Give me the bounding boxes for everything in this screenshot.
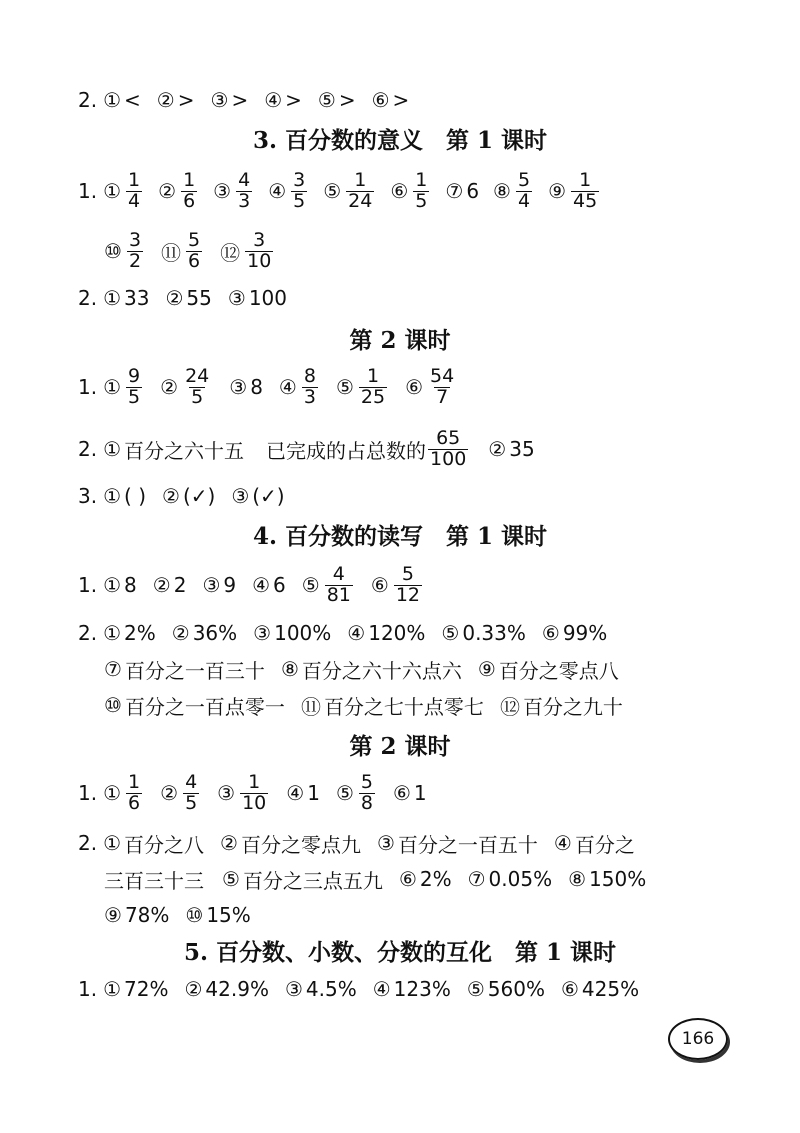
circled-mark: ③	[231, 484, 250, 508]
answer-value: 百分之一百三十	[124, 658, 265, 683]
fraction	[126, 364, 142, 408]
fraction	[183, 770, 199, 814]
circled-mark: ③	[217, 781, 236, 805]
circled-mark: ⑦	[467, 867, 486, 891]
circled-mark: ⑥	[370, 573, 389, 597]
circled-mark: ⑧	[568, 867, 587, 891]
fraction	[236, 168, 252, 212]
fraction	[183, 364, 211, 408]
answer-text: 三百三十三	[104, 868, 204, 893]
answer-value: 150%	[589, 867, 647, 891]
answer-value: 123%	[393, 977, 451, 1001]
answer-value: 72%	[124, 977, 169, 1001]
denominator: 8	[360, 791, 373, 814]
answer-value: 百分之九十	[522, 694, 623, 719]
answer-line-h4l2-q1	[78, 768, 740, 818]
circled-mark: ②	[220, 831, 238, 855]
fraction	[186, 228, 202, 272]
circled-mark: ④	[372, 977, 391, 1001]
circled-mark: ⑩	[104, 693, 122, 717]
circled-mark: ⑫	[220, 240, 241, 265]
denominator: 5	[415, 189, 428, 212]
circled-mark: ⑥	[371, 88, 390, 112]
denominator: 5	[185, 791, 198, 814]
question-number: 2.	[78, 286, 98, 310]
circled-mark: ⑨	[548, 179, 567, 203]
numerator: 54	[430, 364, 455, 387]
answer-line-h4l2-q2-row1	[78, 826, 740, 860]
answer-value: >	[231, 88, 249, 112]
fraction	[571, 168, 599, 212]
fraction	[428, 364, 456, 408]
answer-value: (✓)	[252, 484, 285, 508]
question-number: 2.	[78, 437, 98, 461]
answer-value: 35	[509, 437, 535, 461]
circled-mark: ⑥	[398, 867, 417, 891]
answer-value: >	[392, 88, 410, 112]
circled-mark: ④	[252, 573, 271, 597]
answer-line-h5-q1	[78, 972, 740, 1006]
fraction	[181, 168, 197, 212]
denominator: 25	[360, 385, 386, 408]
denominator: 7	[436, 385, 449, 408]
fraction	[126, 770, 142, 814]
numerator: 65	[436, 426, 461, 449]
circled-mark: ④	[286, 781, 305, 805]
circled-mark: ⑤	[323, 179, 342, 203]
circled-mark: ②	[488, 437, 507, 461]
answer-line-h4-q2-row3	[78, 688, 740, 722]
circled-mark: ③	[202, 573, 221, 597]
question-number: 2.	[78, 621, 98, 645]
circled-mark: ⑤	[335, 375, 354, 399]
numerator: 5	[517, 168, 531, 191]
numerator: 5	[401, 562, 414, 585]
fraction	[359, 770, 375, 814]
circled-mark: ⑩	[104, 239, 122, 263]
answer-value: 120%	[368, 621, 426, 645]
answer-value: ( )	[124, 484, 146, 508]
fraction	[291, 168, 307, 212]
circled-mark: ③	[253, 621, 272, 645]
numerator: 1	[415, 168, 428, 191]
circled-mark: ④	[278, 375, 297, 399]
numerator: 8	[303, 364, 316, 387]
page-number-badge: 166	[668, 1018, 728, 1060]
circled-mark: ⑤	[317, 88, 336, 112]
answer-value: 8	[250, 375, 263, 399]
denominator: 2	[128, 249, 142, 272]
circled-mark: ②	[162, 484, 180, 508]
question-number: 1.	[78, 179, 98, 203]
answer-value: 6	[273, 573, 286, 597]
numerator: 1	[579, 168, 592, 191]
circled-mark: ⑪	[161, 240, 182, 265]
answer-value: >	[285, 88, 302, 112]
numerator: 24	[185, 364, 210, 387]
circled-mark: ⑦	[104, 657, 122, 681]
denominator: 6	[183, 189, 196, 212]
denominator: 6	[188, 249, 201, 272]
answer-value: 0.33%	[462, 621, 526, 645]
circled-mark: ⑥	[392, 781, 411, 805]
answer-line-h3l2-q3	[78, 480, 740, 512]
circled-mark: ⑤	[335, 781, 354, 805]
circled-mark: ①	[103, 977, 122, 1001]
circled-mark: ⑨	[104, 903, 122, 927]
circled-mark: ⑫	[499, 694, 520, 719]
fraction	[325, 562, 353, 606]
circled-mark: ⑤	[441, 621, 460, 645]
fraction	[346, 168, 374, 212]
circled-mark: ⑧	[280, 657, 299, 681]
denominator: 3	[303, 385, 316, 408]
answer-value: 560%	[487, 977, 545, 1001]
fraction	[413, 168, 429, 212]
circled-mark: ②	[171, 621, 190, 645]
question-number: 3.	[78, 484, 98, 508]
question-number: 1.	[78, 573, 98, 597]
circled-mark: ⑦	[445, 179, 464, 203]
denominator: 100	[430, 447, 467, 470]
circled-mark: ⑥	[390, 179, 409, 203]
answer-value: 2%	[124, 621, 156, 645]
denominator: 5	[293, 189, 306, 212]
answer-value: (✓)	[182, 484, 216, 508]
circled-mark: ①	[103, 375, 122, 399]
circled-mark: ⑤	[466, 977, 485, 1001]
section-heading-4: 4. 百分数的读写 第 1 课时	[252, 523, 548, 550]
answer-value: >	[338, 88, 356, 112]
answer-text: 已完成的占总数的	[266, 438, 427, 463]
answer-line-h4-q2-row1	[78, 616, 740, 650]
answer-value: 6	[466, 179, 480, 203]
numerator: 9	[128, 364, 141, 387]
circled-mark: ②	[160, 375, 179, 399]
numerator: 4	[332, 562, 345, 585]
circled-mark: ⑥	[541, 621, 560, 645]
circled-mark: ②	[158, 179, 177, 203]
answer-value: 55	[186, 286, 212, 310]
denominator: 4	[128, 189, 141, 212]
denominator: 12	[395, 583, 421, 606]
circled-mark: ②	[160, 781, 179, 805]
answer-value: 百分之六十六点六	[301, 658, 462, 683]
numerator: 4	[185, 770, 198, 793]
answer-value: 8	[124, 573, 137, 597]
circled-mark: ②	[184, 977, 203, 1001]
numerator: 1	[366, 364, 380, 387]
denominator: 45	[573, 189, 598, 212]
numerator: 1	[128, 168, 141, 191]
answer-value: 百分之零点九	[240, 832, 361, 857]
denominator: 5	[128, 385, 141, 408]
answer-line-h3-q1-row2	[78, 226, 740, 276]
circled-mark: ②	[152, 573, 171, 597]
circled-mark: ④	[264, 88, 283, 112]
circled-mark: ⑤	[301, 573, 320, 597]
circled-mark: ④	[347, 621, 366, 645]
fraction	[394, 562, 422, 606]
answer-value: 1	[307, 781, 320, 805]
fraction	[127, 228, 143, 272]
circled-mark: ①	[103, 831, 122, 855]
fraction	[240, 770, 268, 814]
denominator: 3	[238, 189, 251, 212]
circled-mark: ①	[103, 781, 122, 805]
answer-value: 15%	[206, 903, 251, 927]
answer-value: 4.5%	[305, 977, 357, 1001]
answer-value: 2%	[419, 867, 452, 891]
answer-value: <	[124, 88, 141, 112]
answer-value: 百分之一百点零一	[124, 694, 285, 719]
circled-mark: ④	[268, 179, 287, 203]
lesson-heading-4-2: 第 2 课时	[349, 733, 451, 760]
fraction	[302, 364, 318, 408]
question-number: 1.	[78, 781, 98, 805]
circled-mark: ⑪	[300, 694, 321, 719]
answer-value: 百分之	[574, 832, 635, 857]
lesson-heading-3-2: 第 2 课时	[349, 327, 451, 354]
circled-mark: ⑤	[222, 867, 240, 891]
circled-mark: ①	[103, 573, 122, 597]
numerator: 3	[128, 228, 142, 251]
answer-value: 1	[413, 781, 427, 805]
answer-value: 78%	[124, 903, 170, 927]
numerator: 1	[354, 168, 367, 191]
fraction	[126, 168, 142, 212]
question-number: 1.	[78, 977, 98, 1001]
answer-value: 百分之一百五十	[397, 832, 538, 857]
answer-line-h3l2-q2	[78, 424, 740, 474]
numerator: 5	[188, 228, 201, 251]
numerator: 4	[238, 168, 251, 191]
answer-value: 42.9%	[205, 977, 269, 1001]
answer-line-h3l2-q1	[78, 362, 740, 412]
answer-text: 百分之六十五	[124, 438, 245, 463]
question-number: 1.	[78, 375, 98, 399]
question-number: 2.	[78, 831, 98, 855]
section-heading-3: 3. 百分数的意义 第 1 课时	[252, 127, 548, 154]
fraction	[428, 426, 468, 470]
answer-value: 2	[173, 573, 187, 597]
circled-mark: ③	[213, 179, 232, 203]
circled-mark: ②	[156, 88, 175, 112]
answer-value: 99%	[562, 621, 608, 645]
circled-mark: ③	[284, 977, 303, 1001]
answer-value: 100	[248, 286, 287, 310]
circled-mark: ⑥	[405, 375, 424, 399]
circled-mark: ①	[103, 437, 122, 461]
denominator: 10	[247, 249, 272, 272]
fraction	[245, 228, 273, 272]
circled-mark: ①	[103, 484, 122, 508]
denominator: 5	[191, 385, 204, 408]
denominator: 10	[242, 791, 267, 814]
answer-value: 100%	[274, 621, 332, 645]
circled-mark: ③	[227, 286, 246, 310]
circled-mark: ③	[376, 831, 395, 855]
circled-mark: ①	[103, 621, 122, 645]
answer-line-h3-q2	[78, 282, 740, 314]
question-number: 2.	[78, 88, 98, 112]
answer-line-s1-q2	[78, 84, 740, 116]
answer-value: 36%	[192, 621, 238, 645]
section-heading-5: 5. 百分数、小数、分数的互化 第 1 课时	[183, 939, 617, 966]
numerator: 1	[128, 770, 141, 793]
numerator: 3	[293, 168, 306, 191]
answer-line-h4-q2-row2	[78, 652, 740, 686]
circled-mark: ②	[165, 286, 184, 310]
answer-value: 百分之三点五九	[242, 868, 383, 893]
circled-mark: ③	[210, 88, 229, 112]
answer-value: 425%	[581, 977, 640, 1001]
answer-line-h4l2-q2-row2	[78, 862, 740, 896]
denominator: 6	[128, 791, 141, 814]
answer-value: 百分之零点八	[498, 658, 619, 683]
numerator: 1	[248, 770, 261, 793]
fraction	[359, 364, 387, 408]
circled-mark: ⑨	[477, 657, 496, 681]
circled-mark: ①	[103, 286, 122, 310]
circled-mark: ①	[103, 88, 122, 112]
circled-mark: ④	[553, 831, 572, 855]
denominator: 24	[348, 189, 373, 212]
answer-value: 9	[223, 573, 237, 597]
circled-mark: ⑩	[185, 903, 204, 927]
circled-mark: ①	[103, 179, 122, 203]
answer-value: >	[177, 88, 195, 112]
circled-mark: ⑥	[560, 977, 579, 1001]
denominator: 81	[326, 583, 351, 606]
answer-value: 百分之七十点零七	[323, 694, 484, 719]
answer-value: 百分之八	[124, 832, 205, 857]
circled-mark: ⑧	[493, 179, 511, 203]
numerator: 1	[183, 168, 196, 191]
answer-value: 33	[124, 286, 150, 310]
circled-mark: ③	[229, 375, 248, 399]
numerator: 3	[253, 228, 266, 251]
numerator: 5	[360, 770, 373, 793]
answer-line-h3-q1-row1	[78, 166, 740, 216]
denominator: 4	[517, 189, 531, 212]
fraction	[516, 168, 532, 212]
answer-value: 0.05%	[488, 867, 553, 891]
answer-line-h4l2-q2-row3	[78, 898, 740, 932]
answer-line-h4-q1	[78, 560, 740, 610]
